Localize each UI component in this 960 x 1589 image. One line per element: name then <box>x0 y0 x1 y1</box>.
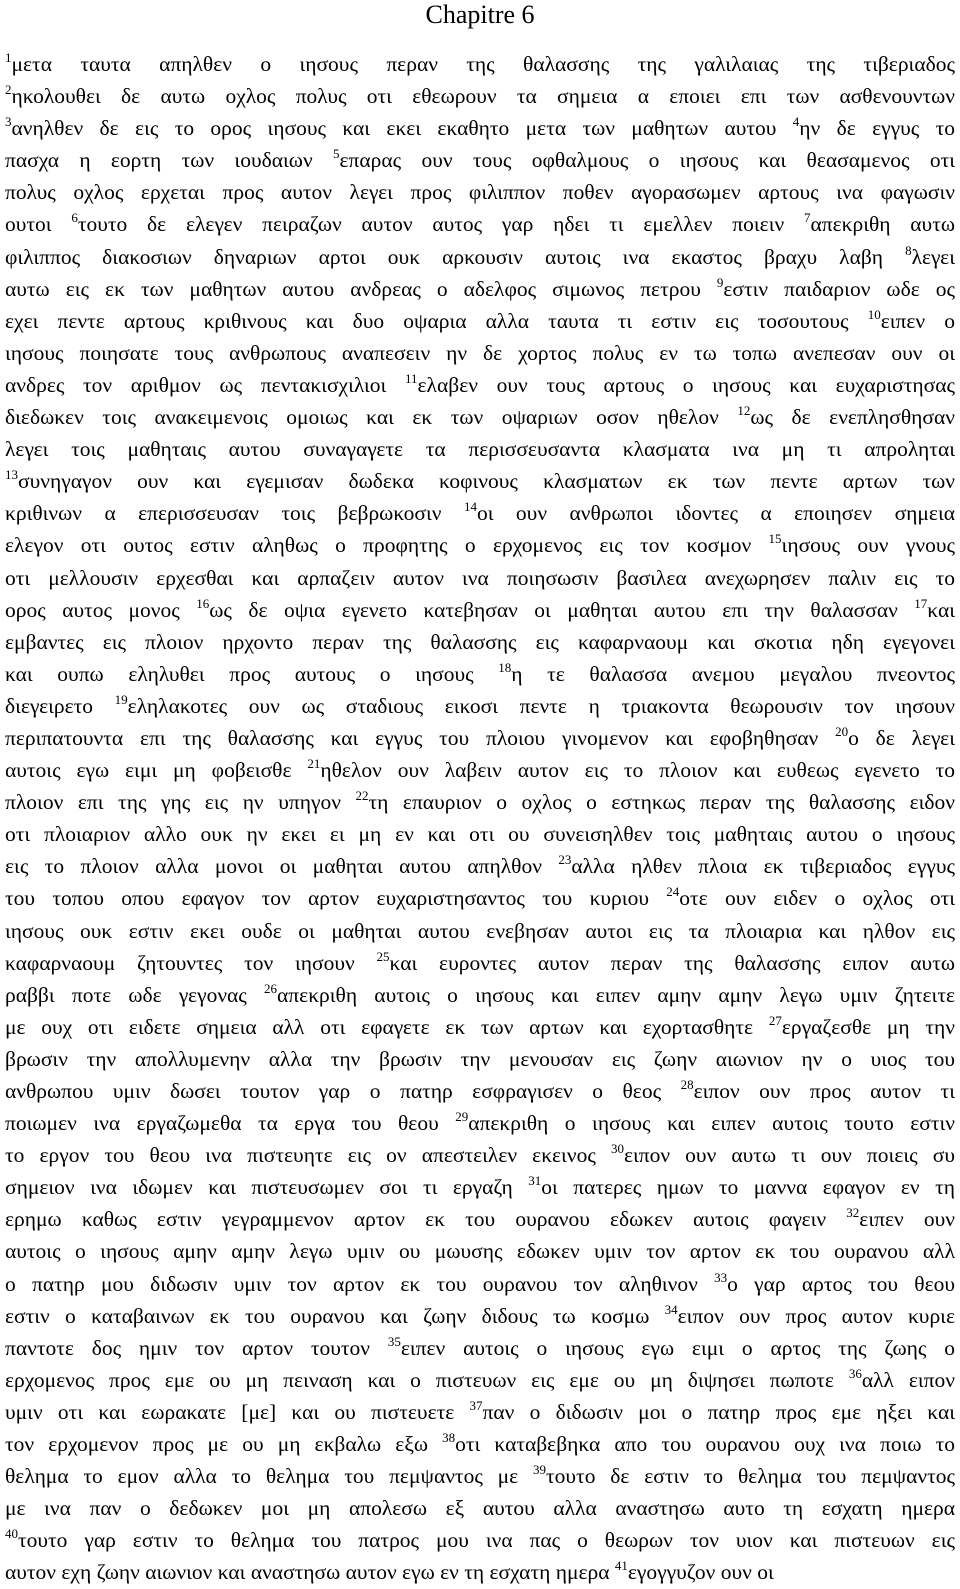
text-line <box>5 786 955 818</box>
verse-text: ειπον ουν προς αυτον κυριε <box>677 1303 955 1328</box>
verse-number: 7 <box>803 210 811 226</box>
verse-number: 39 <box>533 1462 547 1478</box>
verse-text: ως δε ενεπλησθησαν <box>750 405 955 430</box>
verse-text: αυτω εις εκ των μαθητων αυτου ανδρεας ο αδελφος σιμωνος πετρου <box>5 276 717 301</box>
verse-text: απεκριθη αυτοις ο ιησους και ειπεν αμην αμην λεγω υμιν ζητειτε <box>277 982 956 1007</box>
verse-text: ο γαρ αρτος του θεου <box>727 1271 955 1296</box>
verse-text: ιησους ουν γνους <box>781 533 955 558</box>
text-line <box>5 465 955 497</box>
text-line <box>5 1235 955 1267</box>
verse-text: τον ερχομενον προς με ου μη εκβαλω εξω <box>5 1432 443 1457</box>
verse-text: επαρας ουν τους οφθαλμους ο ιησους και θεασαμενος οτι <box>339 148 955 173</box>
verse-text: διεγειρετο <box>5 693 115 718</box>
verse-number: 40 <box>5 1526 18 1542</box>
text-line <box>5 818 955 850</box>
verse-number: 29 <box>455 1109 469 1125</box>
text-line <box>5 1332 955 1364</box>
verse-text: αλλα ηλθεν πλοια εκ τιβεριαδος εγγυς <box>571 854 955 879</box>
text-line <box>5 529 955 561</box>
verse-text: ανθρωπου υμιν δωσει τουτον γαρ ο πατηρ εσφραγισεν ο θεος <box>5 1079 681 1103</box>
text-line <box>5 1300 955 1332</box>
text-line <box>5 850 955 882</box>
verse-text: ειπον ουν αυτω τι ουν ποιεις συ <box>623 1143 955 1168</box>
verse-text: εμβαντες εις πλοιον ηρχοντο περαν της θαλασσης εις καφαρναουμ και σκοτια ηδη εγεγονει <box>5 629 955 654</box>
verse-text: εις το πλοιον αλλα μονοι οι μαθηται αυτου απηλθον <box>5 854 559 879</box>
verse-text: του τοπου οπου εφαγον τον αρτον ευχαριστησαντος του κυριου <box>5 886 667 911</box>
verse-number: 1 <box>5 50 12 65</box>
text-line <box>5 1171 955 1203</box>
verse-text: οτι καταβεβηκα απο του ουρανου ουχ ινα ποιω το <box>455 1432 955 1457</box>
verse-text: παντοτε δος ημιν τον αρτον τουτον <box>5 1335 388 1360</box>
verse-text: ειπεν ουν <box>859 1207 955 1232</box>
verse-number: 4 <box>792 114 800 130</box>
verse-text: τη επαυριον ο οχλος ο εστηκως περαν της θαλασσης ειδον <box>368 790 955 815</box>
verse-text: ελεγον οτι ουτος εστιν αληθως ο προφητης ο ερχομενος εις τον κοσμον <box>5 533 769 558</box>
chapter-title: Chapitre 6 <box>425 0 535 29</box>
verse-text: εχει πεντε αρτους κριθινους και δυο οψαρια αλλα ταυτα τι εστιν εις τοσουτους <box>5 308 868 333</box>
text-line <box>5 1011 955 1043</box>
verse-text: ανηλθεν δε εις το ορος ιησους και εκει εκαθητο μετα των μαθητων αυτου <box>11 116 793 141</box>
verse-number: 27 <box>768 1012 782 1028</box>
verse-number: 24 <box>666 884 680 900</box>
verse-text: λεγει τοις μαθηταις αυτου συναγαγετε τα περισσευσαντα κλασματα ινα μη τι απροληται <box>5 437 955 462</box>
verse-number: 10 <box>867 306 881 322</box>
verse-text: πολυς οχλος ερχεται προς αυτον λεγει προς φιλιππον ποθεν αγορασωμεν αρτους ινα φαγωσιν <box>5 180 955 205</box>
text-line <box>5 1492 955 1524</box>
verse-text: παν ο διδωσιν μοι ο πατηρ προς εμε ηξει και <box>482 1399 955 1424</box>
verse-text: απεκριθη αυτω <box>810 212 955 237</box>
verse-text: εργαζεσθε μη την <box>781 1014 956 1039</box>
text-line <box>5 241 955 273</box>
text-line <box>5 915 955 947</box>
verse-text: ηθελον ουν λαβειν αυτον εις το πλοιον και ευθεως εγενετο το <box>320 758 955 783</box>
chapter-body <box>5 48 955 1589</box>
verse-text: ουτοι <box>5 212 72 237</box>
verse-text: αυτον εχη ζωην αιωνιον και αναστησω αυτον εγω εν τη εσχατη ημερα <box>5 1560 615 1585</box>
verse-text: φιλιππος διακοσιων δηναριων αρτοι ουκ αρκουσιν αυτοις ινα εκαστος βραχυ λαβη <box>5 244 906 269</box>
text-line <box>5 176 955 208</box>
verse-text: εληλακοτες ουν ως σταδιους εικοσι πεντε η τριακοντα θεωρουσιν τον ιησουν <box>127 693 955 718</box>
text-line <box>5 80 955 112</box>
text-line <box>5 1043 955 1075</box>
verse-text: θελημα το εμον αλλα το θελημα του πεμψαντος με <box>5 1464 534 1489</box>
verse-text: ην δε εγγυς το <box>799 116 955 141</box>
text-line <box>5 1428 955 1460</box>
text-line <box>5 433 955 465</box>
verse-number: 26 <box>264 980 278 996</box>
verse-text: υμιν οτι και εωρακατε [με] και ου πιστευετε <box>5 1399 470 1424</box>
verse-text: κριθινων α επερισσευσαν τοις βεβρωκοσιν <box>5 501 464 526</box>
verse-text: ως δε οψια εγενετο κατεβησαν οι μαθηται αυτου επι την θαλασσαν <box>209 597 915 622</box>
text-line <box>5 594 955 626</box>
verse-number: 41 <box>614 1558 628 1574</box>
text-line <box>5 273 955 305</box>
verse-text: καφαρναουμ ζητουντες τον ιησουν <box>5 950 377 975</box>
text-line <box>5 48 955 80</box>
text-line <box>5 112 955 144</box>
verse-text: μετα ταυτα απηλθεν ο ιησους περαν της θαλασσης της γαλιλαιας της τιβεριαδος <box>11 52 955 76</box>
verse-text: ελαβεν ουν τους αρτους ο ιησους και ευχαριστησας <box>417 372 955 397</box>
text-line <box>5 1396 955 1428</box>
text-line <box>5 144 955 176</box>
text-line <box>5 1107 955 1139</box>
verse-text: ποιωμεν ινα εργαζωμεθα τα εργα του θεου <box>5 1111 456 1136</box>
verse-number: 35 <box>387 1333 401 1349</box>
verse-text: ραββι ποτε ωδε γεγονας <box>5 982 265 1007</box>
verse-text: ιησους ποιησατε τους ανθρωπους αναπεσειν ην δε χορτος πολυς εν τω τοπω ανεπεσαν ουν οι <box>5 340 955 365</box>
verse-number: 8 <box>905 242 912 258</box>
verse-number: 6 <box>71 210 78 226</box>
verse-text: βρωσιν την απολλυμενην αλλα την βρωσιν την μενουσαν εις ζωην αιωνιον ην ο υιος του <box>5 1046 955 1071</box>
verse-text: και ουπω εληλυθει προς αυτους ο ιησους <box>5 661 499 686</box>
text-line <box>5 1203 955 1235</box>
verse-number: 36 <box>848 1365 862 1381</box>
verse-number: 30 <box>610 1141 624 1157</box>
verse-number: 14 <box>463 499 477 515</box>
text-line <box>5 497 955 529</box>
verse-number: 32 <box>846 1205 860 1221</box>
verse-number: 28 <box>680 1077 694 1092</box>
verse-number: 34 <box>664 1301 678 1317</box>
text-line <box>5 369 955 401</box>
text-line <box>5 626 955 658</box>
text-line <box>5 401 955 433</box>
verse-text: εγογγυζον ουν οι <box>627 1560 774 1585</box>
text-line <box>5 562 955 594</box>
verse-text: το εργον του θεου ινα πιστευητε εις ον απεστειλεν εκεινος <box>5 1143 611 1168</box>
verse-number: 33 <box>714 1269 728 1285</box>
text-line <box>5 658 955 690</box>
verse-text: διεδωκεν τοις ανακειμενοις ομοιως και εκ των οψαριων οσον ηθελον <box>5 405 738 430</box>
verse-text: οι ουν ανθρωποι ιδοντες α εποιησεν σημεια <box>476 501 956 526</box>
verse-number: 21 <box>307 756 321 772</box>
verse-text: η τε θαλασσα ανεμου μεγαλου πνεοντος <box>511 661 955 686</box>
text-line <box>5 947 955 979</box>
verse-text: αυτοις εγω ειμι μη φοβεισθε <box>5 758 308 783</box>
verse-text: τουτο δε ελεγεν πειραζων αυτον αυτος γαρ ηδει τι εμελλεν ποιειν <box>77 212 804 237</box>
verse-number: 20 <box>835 723 849 739</box>
verse-number: 16 <box>196 595 210 611</box>
verse-text: απεκριθη ο ιησους και ειπεν αυτοις τουτο εστιν <box>468 1111 955 1136</box>
verse-number: 31 <box>528 1173 542 1189</box>
verse-text: ο πατηρ μου διδωσιν υμιν τον αρτον εκ του ουρανου τον αληθινον <box>5 1271 715 1296</box>
verse-number: 13 <box>5 467 18 483</box>
verse-text: ο δε λεγει <box>848 725 955 750</box>
verse-text: λεγει <box>911 244 955 269</box>
text-line <box>5 882 955 914</box>
verse-number: 2 <box>5 82 12 98</box>
verse-text: πασχα η εορτη των ιουδαιων <box>5 148 333 173</box>
text-line <box>5 754 955 786</box>
verse-text: οτε ουν ειδεν ο οχλος οτι <box>679 886 955 911</box>
verse-text: με ουχ οτι ειδετε σημεια αλλ οτι εφαγετε εκ των αρτων και εχορτασθητε <box>5 1014 769 1039</box>
verse-text: αλλ ειπον <box>861 1367 955 1392</box>
verse-text: περιπατουντα επι της θαλασσης και εγγυς του πλοιου γινομενον και εφοβηθησαν <box>5 725 836 750</box>
verse-number: 23 <box>558 852 572 868</box>
verse-text: ορος αυτος μονος <box>5 597 197 622</box>
text-line <box>5 208 955 240</box>
verse-text: οι πατερες ημων το μαννα εφαγον εν τη <box>541 1175 955 1200</box>
verse-text: οτι μελλουσιν ερχεσθαι και αρπαζειν αυτον ινα ποιησωσιν βασιλεα ανεχωρησεν παλιν εις το <box>5 565 955 590</box>
verse-text: με ινα παν ο δεδωκεν μοι μη απολεσω εξ αυτου αλλα αναστησω αυτο τη εσχατη ημερα <box>5 1496 955 1521</box>
text-line <box>5 1075 955 1107</box>
verse-number: 9 <box>716 274 724 290</box>
text-line <box>5 1268 955 1300</box>
verse-text: ερχομενος προς εμε ου μη πειναση και ο πιστευων εις εμε ου μη διψησει πωποτε <box>5 1367 849 1392</box>
verse-number: 17 <box>914 595 928 611</box>
text-line <box>5 1364 955 1396</box>
verse-text: εστιν ο καταβαινων εκ του ουρανου και ζωην διδους τω κοσμω <box>5 1303 665 1328</box>
text-line <box>5 1460 955 1492</box>
verse-text: ηκολουθει δε αυτω οχλος πολυς οτι εθεωρουν τα σημεια α εποιει επι των ασθενουντων <box>11 84 955 109</box>
verse-text: οτι πλοιαριον αλλο ουκ ην εκει ει μη εν και οτι ου συνεισηλθεν τοις μαθηταις αυτου ο ιησους <box>5 822 955 847</box>
verse-text: πλοιον επι της γης εις ην υπηγον <box>5 790 356 815</box>
verse-text: ειπον ουν προς αυτον τι <box>693 1079 955 1103</box>
verse-number: 3 <box>5 114 12 130</box>
verse-number: 11 <box>405 370 418 386</box>
verse-text: ερημω καθως εστιν γεγραμμενον αρτον εκ του ουρανου εδωκεν αυτοις φαγειν <box>5 1207 847 1232</box>
verse-text: και <box>927 597 955 622</box>
verse-text: συνηγαγον ουν και εγεμισαν δωδεκα κοφινους κλασματων εκ των πεντε αρτων των <box>18 469 955 494</box>
text-line <box>5 722 955 754</box>
text-line <box>5 305 955 337</box>
verse-text: αυτοις ο ιησους αμην αμην λεγω υμιν ου μωυσης εδωκεν υμιν τον αρτον εκ του ουρανου αλλ <box>5 1239 955 1264</box>
text-line <box>5 979 955 1011</box>
text-line <box>5 1139 955 1171</box>
text-line <box>5 337 955 369</box>
verse-text: εστιν παιδαριον ωδε ος <box>723 276 955 301</box>
verse-number: 5 <box>332 146 340 162</box>
verse-number: 15 <box>768 531 782 547</box>
text-line <box>5 1556 955 1588</box>
verse-text: τουτο γαρ εστιν το θελημα του πατρος μου ινα πας ο θεωρων τον υιον και πιστευων εις <box>18 1528 955 1553</box>
verse-text: και ευροντες αυτον περαν της θαλασσης ειπον αυτω <box>389 950 955 975</box>
verse-number: 25 <box>376 948 390 964</box>
verse-number: 12 <box>737 403 751 419</box>
verse-text: ειπεν ο <box>880 308 956 333</box>
verse-text: ανδρες τον αριθμον ως πεντακισχιλιοι <box>5 372 405 397</box>
verse-text: τουτο δε εστιν το θελημα του πεμψαντος <box>546 1464 955 1489</box>
text-line <box>5 690 955 722</box>
verse-text: ιησους ουκ εστιν εκει ουδε οι μαθηται αυτου ενεβησαν αυτοι εις τα πλοιαρια και ηλθον εις <box>5 918 955 943</box>
verse-number: 38 <box>442 1430 456 1446</box>
verse-text: σημειον ινα ιδωμεν και πιστευσωμεν σοι τι εργαζη <box>5 1175 529 1200</box>
verse-number: 19 <box>114 691 128 707</box>
verse-text: ειπεν αυτοις ο ιησους εγω ειμι ο αρτος της ζωης ο <box>400 1335 955 1360</box>
text-line <box>5 1524 955 1556</box>
verse-number: 37 <box>469 1397 483 1413</box>
verse-number: 22 <box>355 788 369 804</box>
verse-number: 18 <box>498 659 512 675</box>
